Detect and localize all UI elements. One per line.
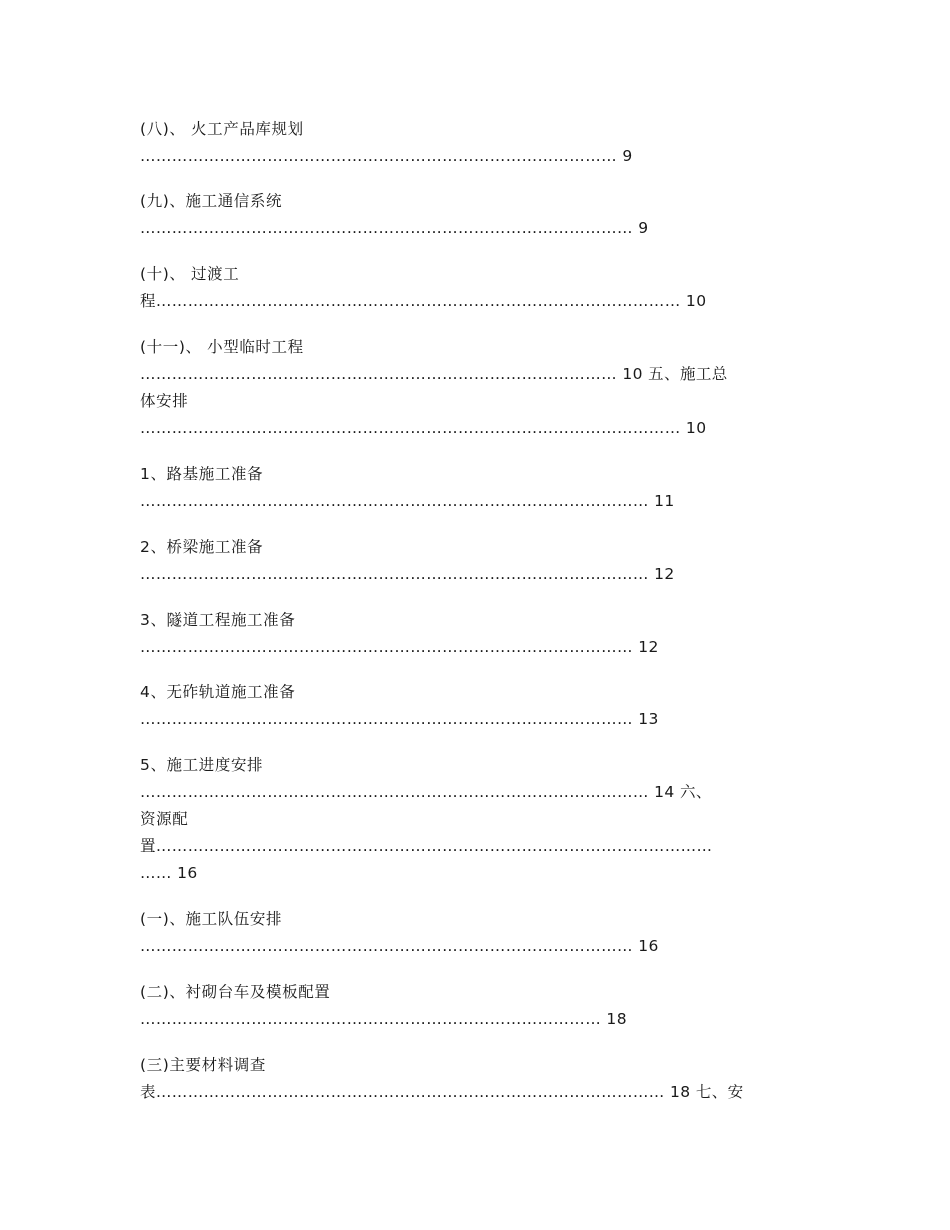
toc-entry-leader: 程……………………………………………………………………………………… 10 <box>140 292 707 310</box>
toc-entry-heading: 2、桥梁施工准备 <box>140 538 264 556</box>
toc-entry-leader: 置…………………………………………………………………………………………… <box>140 837 713 855</box>
toc-entry-heading: 4、无砟轨道施工准备 <box>140 683 296 701</box>
toc-entry-heading: (一)、施工队伍安排 <box>140 910 283 928</box>
toc-entry-leader: ……………………………………………………………………………… 10 五、施工总 <box>140 365 728 383</box>
toc-entry-leader: ………………………………………………………………………………………… 10 <box>140 419 707 437</box>
toc-entry-heading: (二)、衬砌台车及模板配置 <box>140 983 331 1001</box>
toc-entry-heading: 5、施工进度安排 <box>140 756 264 774</box>
toc-entry-leader: …………………………………………………………………………………… 14 六、 <box>140 783 712 801</box>
toc-entry-leader: ……………………………………………………………………………… 9 <box>140 147 633 165</box>
toc-entry-leader: ………………………………………………………………………………… 16 <box>140 937 659 955</box>
toc-entry-leader: …… 16 <box>140 864 198 882</box>
toc-entry-leader: ………………………………………………………………………………… 9 <box>140 219 649 237</box>
toc-entry-leader: ………………………………………………………………………………… 12 <box>140 638 659 656</box>
toc-entry-continuation: 资源配 <box>140 810 189 828</box>
toc-entry-continuation: 体安排 <box>140 392 189 410</box>
toc-entry-leader: …………………………………………………………………………… 18 <box>140 1010 627 1028</box>
toc-entry-leader: 表…………………………………………………………………………………… 18 七、安 <box>140 1083 744 1101</box>
toc-entry-heading: (八)、 火工产品库规划 <box>140 120 304 138</box>
toc-entry-heading: 3、隧道工程施工准备 <box>140 611 296 629</box>
toc-entry-heading: (十一)、 小型临时工程 <box>140 338 304 356</box>
toc-entry-leader: ………………………………………………………………………………… 13 <box>140 710 659 728</box>
toc-entry-heading: (十)、 过渡工 <box>140 265 240 283</box>
toc-entry-leader: …………………………………………………………………………………… 11 <box>140 492 675 510</box>
toc-entry-heading: 1、路基施工准备 <box>140 465 264 483</box>
toc-entry-heading: (三)主要材料调查 <box>140 1056 266 1074</box>
toc-entry-leader: …………………………………………………………………………………… 12 <box>140 565 675 583</box>
toc-entry-heading: (九)、施工通信系统 <box>140 192 283 210</box>
